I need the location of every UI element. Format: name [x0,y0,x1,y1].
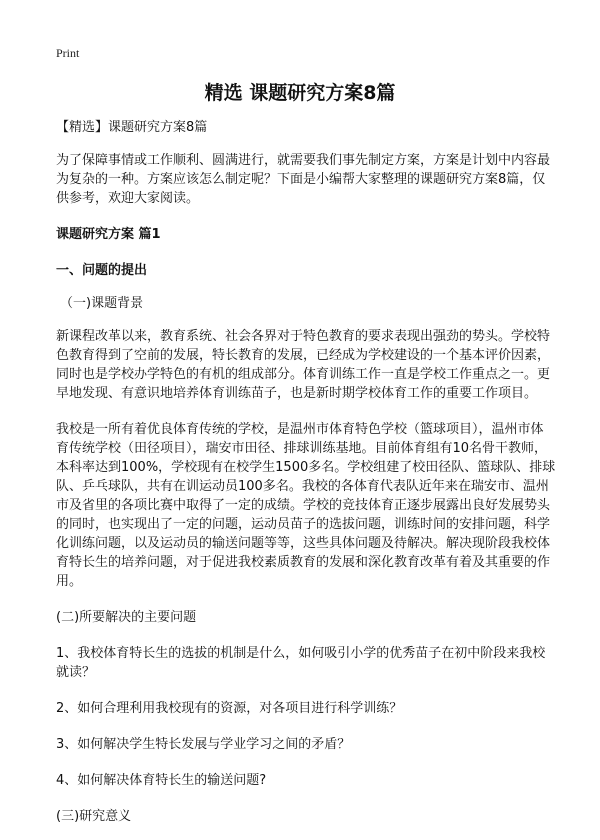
document-title: 精选 课题研究方案8篇 [204,82,396,104]
print-label: Print [56,46,80,60]
significance-heading: (三)研究意义 [56,809,132,824]
part1-heading: 一、问题的提出 [56,263,148,278]
problem-item-2: 2、如何合理利用我校现有的资源，对各项目进行科学训练？ [56,701,403,716]
problem-item-3: 3、如何解决学生特长发展与学业学习之间的矛盾？ [56,737,351,752]
intro-paragraph: 为了保障事情或工作顺利、圆满进行，就需要我们事先制定方案，方案是计划中内容最为复杂的一种。方案应该怎么制定呢？下面是小编帮大家整理的课题研究方案8篇，仅供参考，欢迎大家阅读。 [56,153,551,206]
background-paragraph-1: 新课程改革以来，教育系统、社会各界对于特色教育的要求表现出强劲的势头。学校特色教育得到了空前的发展，特长教育的发展，已经成为学校建设的一个基本评价因素，同时也是学校办学特色的有机的组成部分。体育训练工作一直是学校工作重点之一。更早地发现、有意识地培养体育训练苗子，也是新时期学校体育工作的重要工作项目。 [56,329,551,401]
document-subtitle: 【精选】课题研究方案8篇 [56,120,208,135]
section-title: 课题研究方案 篇1 [56,227,161,242]
problem-item-1: 1、我校体育特长生的选拔的机制是什么，如何吸引小学的优秀苗子在初中阶段来我校就读？ [56,646,546,680]
background-paragraph-2: 我校是一所有着优良体育传统的学校，是温州市体育特色学校（篮球项目），温州市体育传统学校（田径项目），瑞安市田径、排球训练基地。目前体育组有10名骨干教师，本科率达到100%，学校现有在校学生1500多名。学校组建了校田径队、篮球队、排球队、乒乓球队，共有在训运动员100多名。我校的各体育代表队近年来在瑞安市、温州市及省里的各项比赛中取得了一定的成绩。学校的竞技体育正逐步展露出良好发展势头的同时，也实现出了一定的问题，运动员苗子的选拔问题，训练时间的安排问题，科学化训练问题，以及运动员的输送问题等等，这些具体问题及待解决。解决现阶段我校体育特长生的培养问题，对于促进我校素质教育的发展和深化教育改革有着及其重要的作用。 [56,422,556,589]
background-heading: （一)课题背景 [60,296,144,311]
document-body [56,118,556,840]
problem-item-4: 4、如何解决体育特长生的输送问题? [56,773,267,788]
problems-heading: (二)所要解决的主要问题 [56,610,197,625]
